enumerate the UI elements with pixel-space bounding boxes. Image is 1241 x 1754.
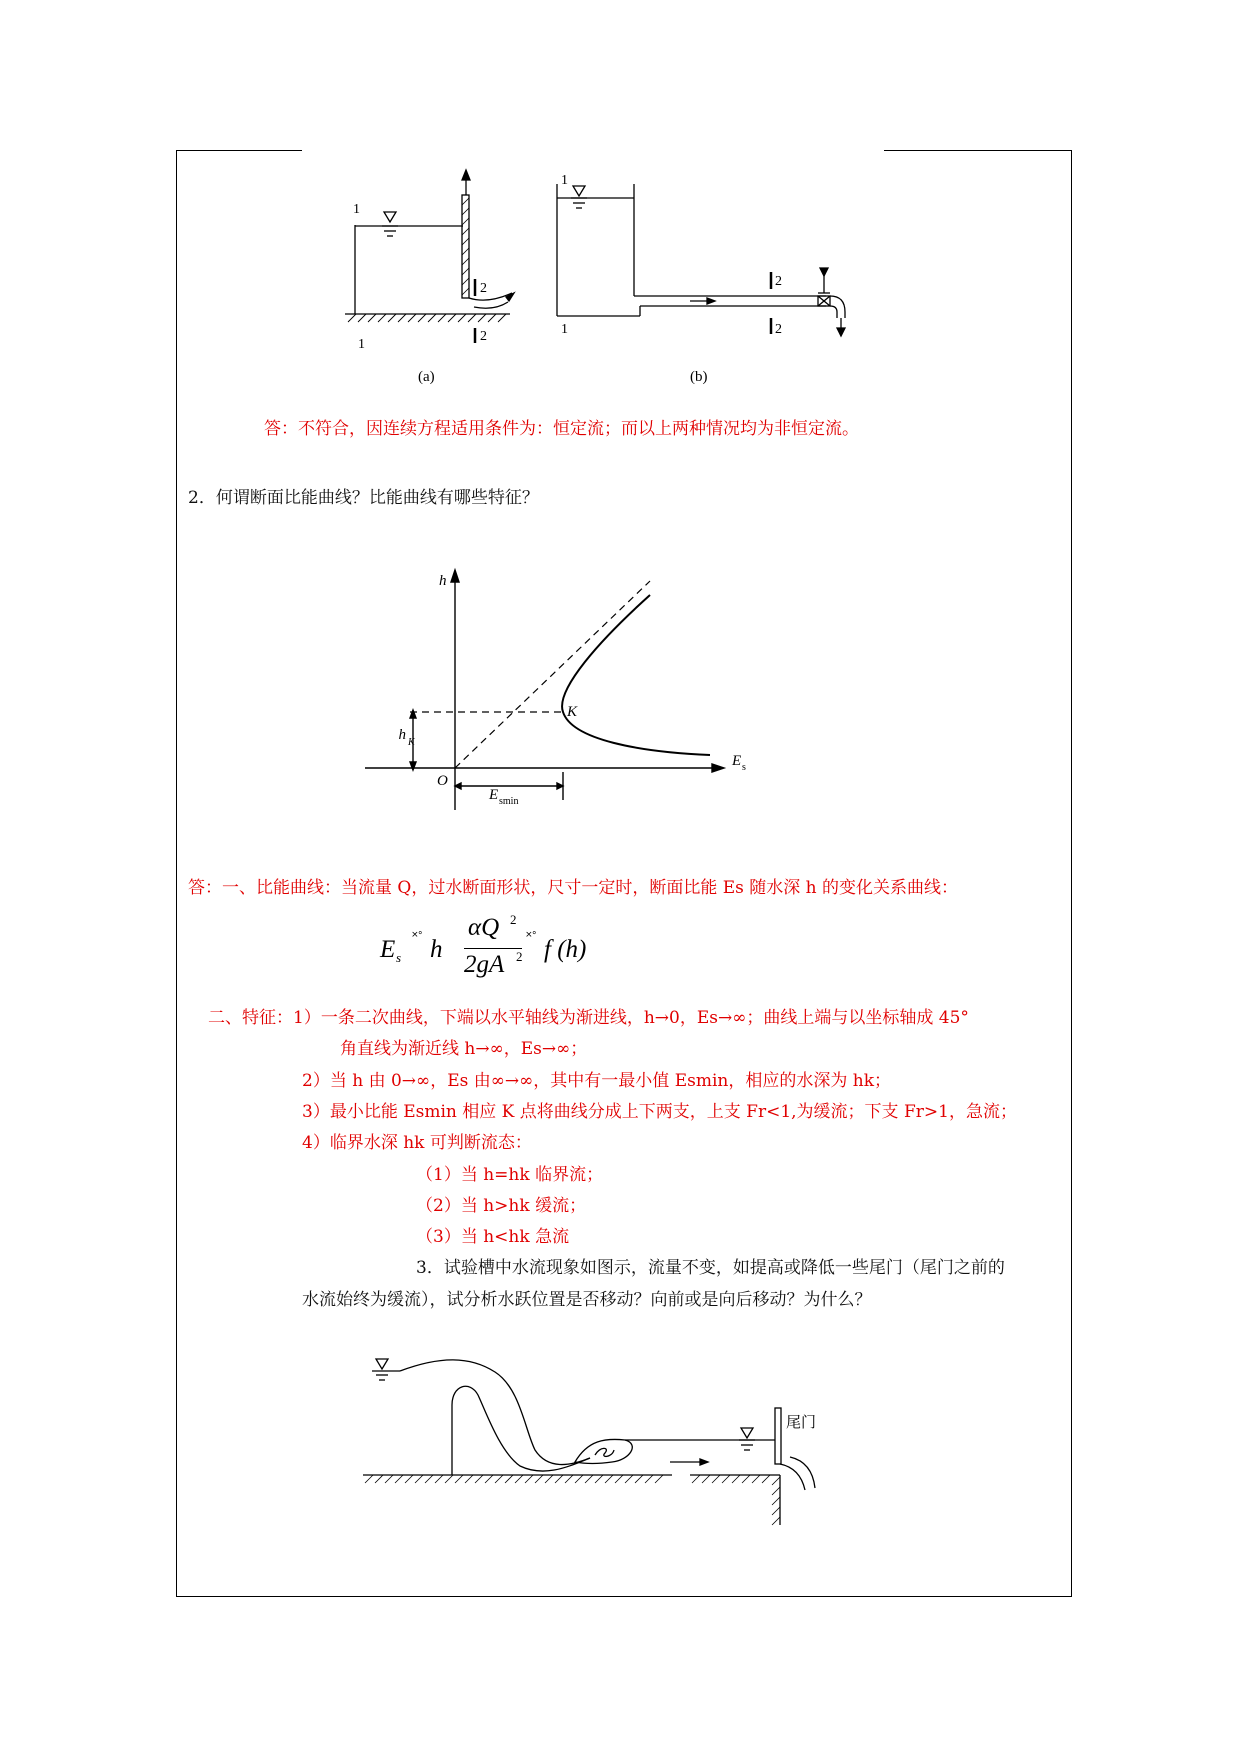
frame-bottom [176, 1596, 1072, 1597]
tail-gate-label: 尾门 [786, 1415, 817, 1431]
answer-1: 答：不符合，因连续方程适用条件为：恒定流；而以上两种情况均为非恒定流。 [264, 419, 859, 439]
answer-2-intro: 答：一、比能曲线：当流量 Q，过水断面形状，尺寸一定时，断面比能 Es 随水深 h 的变化关系曲线： [188, 878, 959, 898]
esmin-label: E [489, 787, 499, 803]
formula-rhs: f (h) [544, 936, 587, 963]
feature-2: 2）当 h 由 0→∞，Es 由∞→∞，其中有一最小值 Esmin，相应的水深为 hk； [302, 1071, 891, 1091]
fig1b-section-2-top: 2 [775, 274, 782, 289]
feature-1-cont: 角直线为渐近线 h→∞，Es→∞； [340, 1039, 588, 1059]
formula-junk-1: ˟˚ [412, 930, 423, 946]
formula-h: h [430, 936, 443, 963]
formula-lhs: E [380, 936, 396, 963]
fig1a-section-2-top: 2 [480, 281, 487, 296]
formula-denominator: 2gA [464, 951, 505, 978]
hk-sub: K [408, 737, 415, 748]
feature-4-3: （3）当 h<hk 急流 [416, 1227, 570, 1247]
point-k-label: K [567, 704, 578, 720]
fig1b-section-1-top: 1 [561, 173, 568, 188]
feature-1: 二、特征：1）一条二次曲线，下端以水平轴线为渐进线，h→0，Es→∞；曲线上端与以坐标轴成 45° [208, 1008, 969, 1028]
axis-es-label: E [732, 753, 742, 769]
fig1a-section-2-bottom: 2 [480, 329, 487, 344]
feature-4-1: （1）当 h=hk 临界流； [416, 1165, 604, 1185]
feature-4: 4）临界水深 hk 可判断流态： [302, 1133, 532, 1153]
feature-3: 3）最小比能 Esmin 相应 K 点将曲线分成上下两支，上支 Fr<1,为缓流；下支 Fr>1，急流； [302, 1102, 1017, 1122]
fig1b-label: (b) [690, 369, 708, 385]
question-3-line-1: 3．试验槽中水流现象如图示，流量不变，如提高或降低一些尾门（尾门之前的 [416, 1258, 1005, 1278]
hk-label: h [398, 727, 406, 743]
fig1b-section-1-bottom: 1 [561, 322, 568, 337]
formula-denominator-exp: 2 [516, 949, 523, 964]
formula-lhs-sub: s [396, 950, 402, 965]
question-3-line-2: 水流始终为缓流），试分析水跃位置是否移动？向前或是向后移动？为什么？ [302, 1290, 872, 1310]
axis-es-sub: s [742, 762, 746, 773]
fig1a-section-1-top: 1 [353, 202, 360, 217]
formula-numerator-exp: 2 [510, 912, 517, 927]
esmin-sub: smin [499, 796, 519, 807]
origin-label: O [437, 773, 448, 789]
feature-4-2: （2）当 h>hk 缓流； [416, 1196, 587, 1216]
formula-junk-2: ˟˚ [526, 930, 537, 946]
formula-numerator: αQ [468, 914, 500, 941]
axis-h-label: h [439, 573, 447, 589]
fig1a-section-1-bottom: 1 [358, 337, 365, 352]
fig1b-section-2-bottom: 2 [775, 322, 782, 337]
fig1a-label: (a) [418, 369, 435, 385]
question-2: 2．何谓断面比能曲线？比能曲线有哪些特征？ [188, 488, 539, 508]
